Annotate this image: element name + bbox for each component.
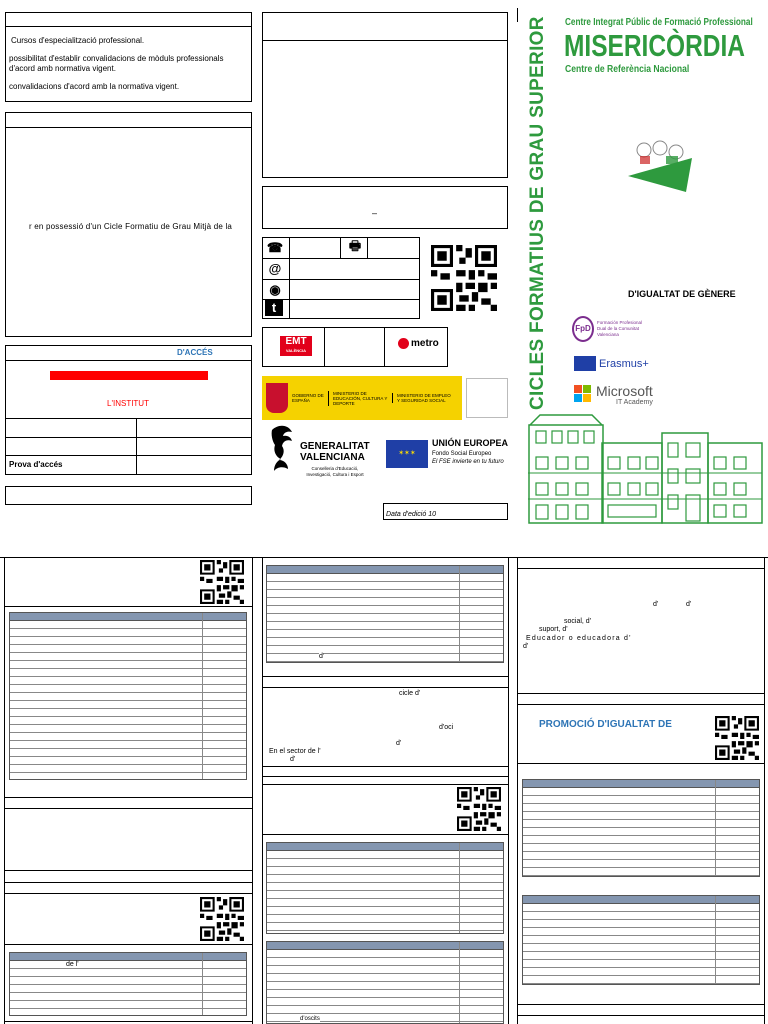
fax-icon: 🖶 [348,237,362,253]
profile-text-2: d' [686,601,692,608]
middle-box-1 [262,12,508,178]
divider [517,557,518,1024]
divider [5,418,252,419]
emt-logo-sub: VALÈNCIA [285,348,307,353]
gv-name: GENERALITAT VALENCIANA [300,441,370,463]
gv-sub: Conselleria d'Educació, Investigació, Cultura i Esport [306,466,364,477]
divider [262,676,508,677]
microsoft-logo [574,383,674,409]
contact-box [262,237,420,319]
modules-table-3 [266,565,504,663]
table-header [267,566,503,574]
microsoft-label: Microsoft [596,383,653,399]
divider [4,808,252,809]
modules-table-2 [9,952,247,1016]
metro-logo [398,338,439,349]
qr-code-icon[interactable] [457,787,501,831]
divider [4,893,252,894]
divider [4,1021,252,1022]
modules-table-6 [522,779,760,877]
twitter-icon: t [265,299,283,316]
table-note: de l' [66,961,79,968]
eu-logo [386,438,512,472]
spain-shield-icon [266,383,288,413]
divider [4,557,5,1024]
email-icon: @ [268,261,282,276]
qr-code-icon[interactable] [200,560,244,604]
intro-line-3: convalidacions d'acord amb la normativa vigent. [9,82,180,91]
divider [4,606,252,607]
divider [459,566,460,662]
divider [202,613,203,779]
eu-sub1: Fondo Social Europeo [432,451,492,457]
table-header [523,780,759,788]
divider [262,279,420,280]
divider [4,944,252,945]
divider [517,1004,764,1005]
divider [459,942,460,1023]
vertical-title: CICLES FORMATIUS DE GRAU SUPERIOR [527,16,548,410]
masks-logo [626,134,692,194]
career-text-4: En el sector de l' [269,748,321,755]
eu-small-flag-icon [574,356,596,371]
divider [262,776,508,777]
edition-label: Data d'edició 10 [386,511,436,518]
microsoft-sub: IT Academy [616,399,653,406]
table-header [267,942,503,950]
divider [5,360,252,361]
divider [4,797,252,798]
divider [367,237,368,258]
institute-label: L'INSTITUT [107,399,149,408]
divider [262,258,420,259]
divider [262,784,508,785]
ministry-employment: MINISTERIO DE EMPLEO Y SEGURIDAD SOCIAL [392,393,454,403]
phone-icon: ☎ [266,239,284,255]
emt-logo-text: EMT [285,336,307,347]
eu-name: UNIÓN EUROPEA [432,438,509,448]
footer-text: d'oscits [300,1016,320,1022]
divider [517,8,518,22]
profile-text-4: suport, d' [539,626,568,633]
emt-logo [280,336,312,356]
divider [5,455,252,456]
fpd-text: Formación Profesional Dual de la Comunitat Valenciana [597,320,643,337]
divider [517,1015,764,1016]
erasmus-logo [574,356,649,371]
divider [262,299,420,300]
table-header [523,896,759,904]
career-text-1: cicle d' [399,690,421,697]
divider [5,26,252,27]
divider [340,237,341,258]
divider [459,843,460,933]
divider [5,127,252,128]
divider [262,687,508,688]
web-icon: ◉ [269,281,281,297]
divider [5,437,252,438]
access-heading: D'ACCÉS [177,348,213,357]
career-text-3: d' [396,740,402,747]
access-row-label: Prova d'accés [9,460,63,469]
eu-sub2: El FSE invierte en tu futuro [432,459,504,465]
empty-box [5,486,252,505]
divider [517,693,764,694]
modules-table-4 [266,842,504,934]
equality-heading: D'IGUALTAT DE GÈNERE [628,289,736,299]
divider [384,327,385,367]
intro-line-2: possibilitat d'establir convalidacions de mòduls professionals d'acord amb normativa vigent. [9,54,224,73]
ministry-education: MINISTERIO DE EDUCACIÓN, CULTURA Y DEPORTE [328,391,392,406]
table-note: d' [319,653,325,660]
eu-flag-icon: ✶✶✶ [386,440,428,468]
table-header [267,843,503,851]
divider [252,557,253,1024]
table-header [10,953,246,961]
qr-code-icon[interactable] [715,716,759,760]
table-header [10,613,246,621]
profile-text-5: Educador o educadora d' [526,635,632,642]
fpd-badge-icon: FpD [572,316,594,342]
career-text-2: d'oci [439,724,454,731]
requirement-text: r en possessió d'un Cicle Formatiu de Grau Mitjà de la [29,222,233,231]
erasmus-label: Erasmus+ [599,357,649,370]
service-logo [466,378,508,418]
profile-text-1: d' [653,601,659,608]
divider [262,557,263,1024]
career-text-5: d' [290,756,296,763]
divider [4,882,252,883]
profile-text-6: d' [523,643,529,650]
fpd-logo [572,316,692,346]
divider [517,763,764,764]
gv-logo [268,424,374,484]
divider [262,40,508,41]
modules-table-7 [522,895,760,985]
gov-spain-logo [262,376,462,420]
ms-windows-icon [574,385,591,402]
divider [4,870,252,871]
gv-bat-icon [268,424,296,484]
divider [508,557,509,1024]
divider [262,834,508,835]
divider [324,327,325,367]
gov-spain-label: GOBIERNO DE ESPAÑA [292,393,324,403]
divider [0,557,768,558]
divider [764,557,765,1024]
divider [715,780,716,876]
divider [715,896,716,984]
divider [202,953,203,1015]
profile-text-3: social, d' [564,618,592,625]
divider [136,418,137,475]
divider [517,568,764,569]
red-bar [50,371,208,380]
modules-table [9,612,247,780]
middle-box-2 [262,186,508,229]
modules-table-5 [266,941,504,1024]
building-illustration [528,413,764,525]
center-line-2: Centre de Referència Nacional [565,64,690,75]
dash: – [372,208,378,218]
promotion-heading: PROMOCIÓ D'IGUALTAT DE [539,719,672,730]
center-line-1: Centre Integrat Públic de Formació Professional [565,17,753,28]
metro-logo-text: metro [411,338,439,349]
divider [262,766,508,767]
metro-dot-icon [398,338,409,349]
qr-code-icon[interactable] [431,245,497,311]
center-name: MISERICÒRDIA [564,28,745,63]
divider [517,704,764,705]
divider [289,237,290,319]
qr-code-icon[interactable] [200,897,244,941]
intro-line-1: Cursos d'especialització professional. [11,36,145,45]
